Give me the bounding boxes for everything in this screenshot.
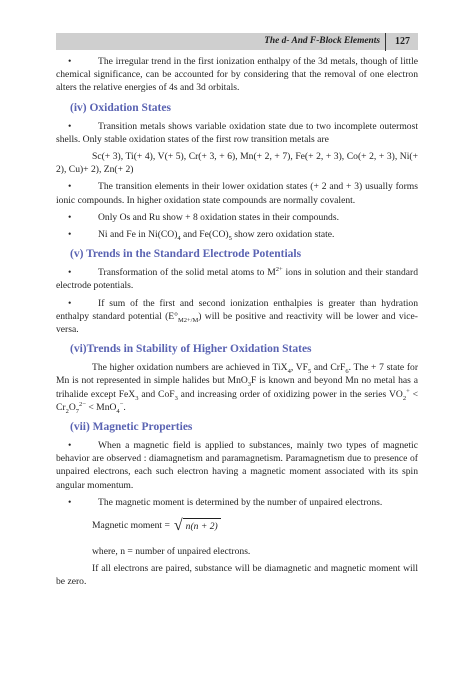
intro-bullet: • The irregular trend in the first ionization enthalpy of the 3d metals, though of little chemical significance, can be accounted for by considering that the removal of one electron alters the relative energies of 4s and 3d orbitals. xyxy=(56,55,418,95)
page-header xyxy=(56,33,418,50)
oxidation-state-list: Sc(+ 3), Ti(+ 4), V(+ 5), Cr(+ 3, + 6), Mn(+ 2, + 7), Fe(+ 2, + 3), Co(+ 2, + 3), Ni(+ 2), Cu)+ 2), Zn(+ 2) xyxy=(56,151,418,176)
chapter-title: The d- And F-Block Elements xyxy=(264,36,380,46)
heading-oxidation-states: (iv) Oxidation States xyxy=(70,101,171,114)
electrode-paragraph-1: • Transformation of the solid metal atoms to $M^{2+}$ ions in solution and their standard electrode potentials. xyxy=(56,266,418,292)
stability-paragraph: The higher oxidation numbers are achieved in TiX$_4$, $VF_5$ and CrF$_6$. The + 7 state for Mn is not represented in simple halides but MnO$_3$F is known and beyond Mn no metal has a trihalide except FeX$_3$ and CoF$_3$ and increasing order of oxidizing power in the series $VO_2^+ < Cr_2O_7^{2-} < MnO_4^-$. xyxy=(56,362,419,415)
heading-electrode-potentials: (v) Trends in the Standard Electrode Potentials xyxy=(70,248,302,261)
formula-label: Magnetic moment = xyxy=(92,520,170,532)
magnetic-moment-formula xyxy=(92,517,418,535)
magnetic-paragraph-2: • The magnetic moment is determined by the number of unpaired electrons. xyxy=(56,496,418,509)
oxidation-paragraph-3: • Only Os and Ru show + 8 oxidation states in their compounds. xyxy=(56,211,418,224)
magnetic-paragraph-3: If all electrons are paired, substance will be diamagnetic and magnetic moment will be zero. xyxy=(56,563,418,588)
electrode-paragraph-2: • If sum of the first and second ionization enthalpies is greater than hydration enthalpy standard potential $(E^\circ_{M2+/M})$ will be positive and reactivity will be lower and vice-versa. xyxy=(56,297,418,337)
heading-magnetic-properties: (vii) Magnetic Properties xyxy=(70,421,193,434)
oxidation-paragraph-1: • Transition metals shows variable oxidation state due to two incomplete outermost shells. Only stable oxidation states of the first row transition metals are xyxy=(56,120,418,146)
oxidation-paragraph-2: • The transition elements in their lower oxidation states (+ 2 and + 3) usually forms ionic compounds. In higher oxidation state compounds are normally covalent. xyxy=(56,180,418,206)
header-divider xyxy=(385,33,386,51)
heading-higher-oxidation-stability: (vi)Trends in Stability of Higher Oxidation States xyxy=(70,343,312,356)
square-root xyxy=(174,517,221,535)
radical-sign-icon: √ xyxy=(173,517,183,535)
formula-radicand: n(n + 2) xyxy=(183,518,221,534)
formula-where: where, n = number of unpaired electrons. xyxy=(92,546,251,558)
page-body xyxy=(56,55,418,593)
oxidation-paragraph-4: • Ni and Fe in $Ni(CO)_4$ and $Fe(CO)_5$ show zero oxidation state. xyxy=(56,228,418,241)
magnetic-paragraph-1: • When a magnetic field is applied to substances, mainly two types of magnetic behavior are observed : diamagnetism and paramagnetism. Paramagnetism due to presence of unpaired electrons, each such electron having a magnetic moment associated with its spin angular momentum. xyxy=(56,439,418,492)
page-number: 127 xyxy=(395,36,410,47)
